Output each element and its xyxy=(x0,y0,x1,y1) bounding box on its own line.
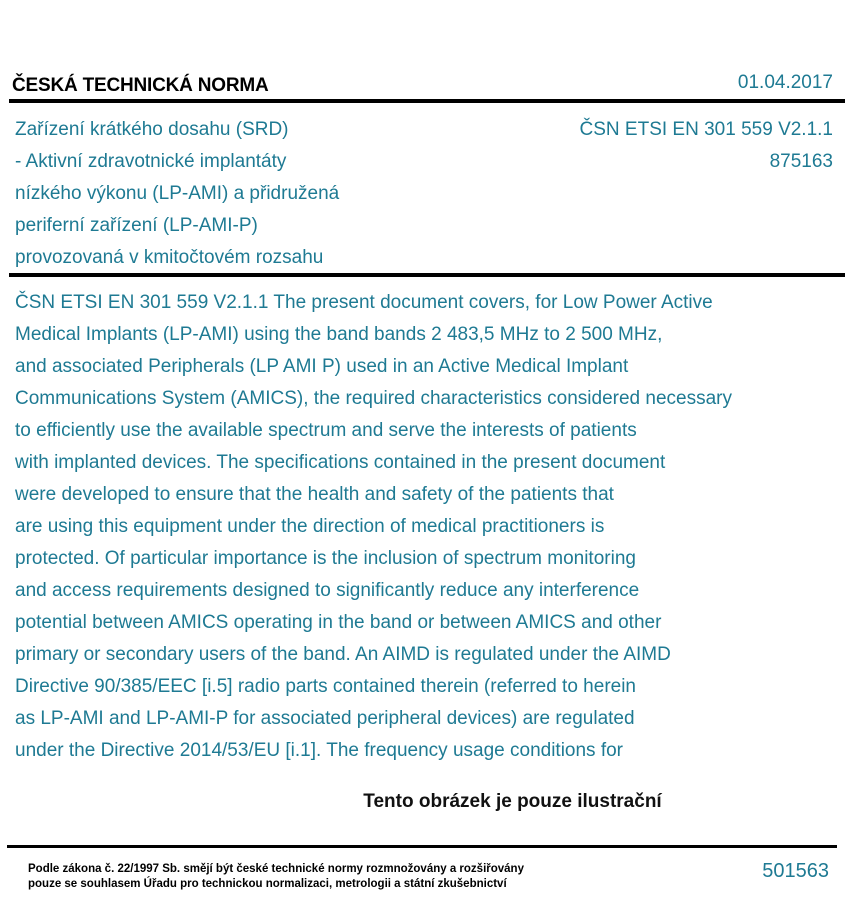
legal-notice-line: pouze se souhlasem Úřadu pro technickou normalizaci, metrologii a státní zkušebnictví xyxy=(28,878,507,890)
publication-date: 01.04.2017 xyxy=(737,72,833,93)
page-title: ČESKÁ TECHNICKÁ NORMA xyxy=(12,75,269,96)
abstract-text xyxy=(15,287,845,767)
abstract-line: as LP-AMI and LP-AMI-P for associated peripheral devices) are regulated xyxy=(15,708,635,729)
abstract-line: with implanted devices. The specifications contained in the present document xyxy=(15,452,666,473)
header-divider xyxy=(9,99,845,103)
standard-title-line: Zařízení krátkého dosahu (SRD) xyxy=(15,119,289,140)
abstract-line: and associated Peripherals (LP AMI P) used in an Active Medical Implant xyxy=(15,356,629,377)
legal-notice-line: Podle zákona č. 22/1997 Sb. smějí být české technické normy rozmnožovány a rozšiřovány xyxy=(28,863,524,875)
abstract-line: under the Directive 2014/53/EU [i.1]. The frequency usage conditions for xyxy=(15,740,624,761)
abstract-line: are using this equipment under the direction of medical practitioners is xyxy=(15,516,605,537)
standard-designation: ČSN ETSI EN 301 559 V2.1.1 xyxy=(579,119,833,140)
standard-title-line: provozovaná v kmitočtovém rozsahu xyxy=(15,247,324,268)
abstract-line: Communications System (AMICS), the required characteristics considered necessary xyxy=(15,388,732,409)
standard-identification xyxy=(580,114,833,178)
abstract-line: protected. Of particular importance is the inclusion of spectrum monitoring xyxy=(15,548,636,569)
abstract-line: Medical Implants (LP-AMI) using the band bands 2 483,5 MHz to 2 500 MHz, xyxy=(15,324,663,345)
standard-title xyxy=(15,114,435,274)
abstract-line: were developed to ensure that the health and safety of the patients that xyxy=(15,484,614,505)
standard-title-line: periferní zařízení (LP-AMI-P) xyxy=(15,215,258,236)
catalog-number: 875163 xyxy=(769,151,833,172)
title-divider xyxy=(9,273,845,277)
abstract-line: and access requirements designed to significantly reduce any interference xyxy=(15,580,640,601)
illustration-caption: Tento obrázek je pouze ilustrační xyxy=(363,791,662,812)
abstract-line: ČSN ETSI EN 301 559 V2.1.1 The present document covers, for Low Power Active xyxy=(15,292,713,313)
abstract-line: Directive 90/385/EEC [i.5] radio parts contained therein (referred to herein xyxy=(15,676,636,697)
abstract-line: to efficiently use the available spectrum and serve the interests of patients xyxy=(15,420,637,441)
abstract-line: potential between AMICS operating in the band or between AMICS and other xyxy=(15,612,662,633)
abstract-line: primary or secondary users of the band. An AIMD is regulated under the AIMD xyxy=(15,644,671,665)
standard-title-line: - Aktivní zdravotnické implantáty xyxy=(15,151,287,172)
standard-title-line: nízkého výkonu (LP-AMI) a přidružená xyxy=(15,183,340,204)
document-code: 501563 xyxy=(762,860,829,882)
footer-divider xyxy=(7,845,837,848)
legal-notice xyxy=(28,862,524,892)
